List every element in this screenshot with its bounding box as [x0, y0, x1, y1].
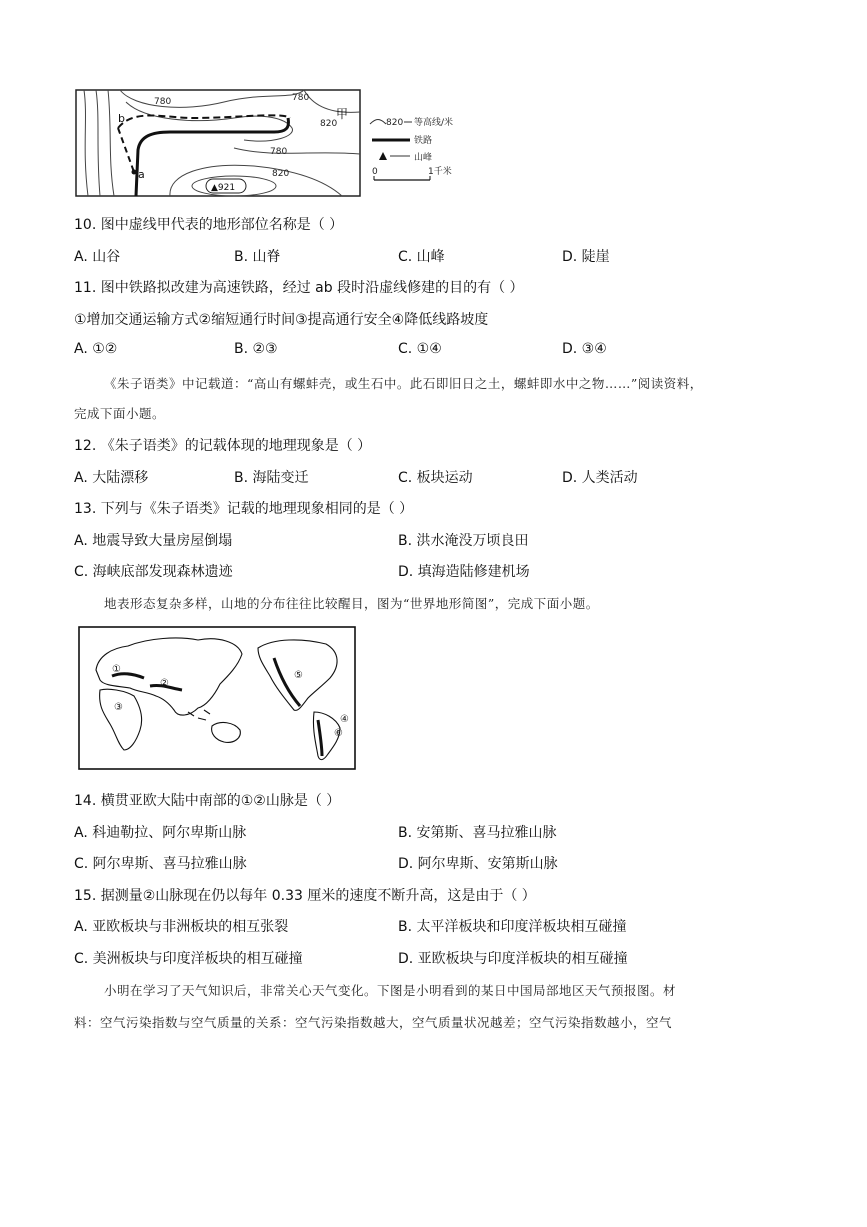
map-marker-2: ②: [160, 678, 169, 689]
contour-line: [304, 90, 360, 112]
contour-label: 780: [270, 147, 288, 157]
legend-contour-symbol: [370, 120, 386, 125]
topographic-map: [74, 88, 470, 200]
contour-line: [170, 165, 342, 196]
q10-option-d[interactable]: D. 陡崖: [562, 249, 610, 265]
question-11-stem: 11. 图中铁路拟改建为高速铁路，经过 ab 段时沿虚线修建的目的有（ ）: [74, 280, 524, 296]
q14-option-c[interactable]: C. 阿尔卑斯、喜马拉雅山脉: [74, 856, 247, 872]
material-3-line-1: 小明在学习了天气知识后，非常关心天气变化。下图是小明看到的某日中国局部地区天气预报图。材: [104, 983, 677, 998]
topographic-map-svg: [74, 88, 470, 200]
q14-option-d[interactable]: D. 阿尔卑斯、安第斯山脉: [398, 856, 558, 872]
q11-option-c[interactable]: C. ①④: [398, 341, 442, 357]
q14-option-b[interactable]: B. 安第斯、喜马拉雅山脉: [398, 825, 557, 841]
legend-peak-icon: [379, 152, 387, 160]
map-marker-1: ①: [112, 664, 121, 675]
q11-option-b[interactable]: B. ②③: [234, 341, 278, 357]
q13-option-c[interactable]: C. 海峡底部发现森林遗迹: [74, 564, 233, 580]
map-marker-3: ③: [114, 702, 123, 713]
q13-option-b[interactable]: B. 洪水淹没万顷良田: [398, 533, 529, 549]
contour-line: [96, 90, 100, 196]
material-1-line-2: 完成下面小题。: [74, 406, 166, 421]
q15-option-d[interactable]: D. 亚欧板块与印度洋板块的相互碰撞: [398, 951, 628, 967]
contour-line: [84, 90, 88, 196]
contour-line: [120, 90, 304, 107]
world-terrain-map-svg: [78, 626, 358, 772]
scale-zero: 0: [372, 167, 378, 177]
place-label-jia: 甲: [336, 107, 349, 121]
q14-option-a[interactable]: A. 科迪勒拉、阿尔卑斯山脉: [74, 825, 247, 841]
question-12-stem: 12. 《朱子语类》的记载体现的地理现象是（ ）: [74, 438, 372, 454]
question-14-stem: 14. 横贯亚欧大陆中南部的①②山脉是（ ）: [74, 793, 341, 809]
contour-label: 820: [272, 169, 290, 179]
scale-text: 1千米: [428, 167, 452, 177]
question-15-stem: 15. 据测量②山脉现在仍以每年 0.33 厘米的速度不断升高，这是由于（ ）: [74, 888, 536, 904]
material-2-line-1: 地表形态复杂多样，山地的分布往往比较醒目，图为“世界地形简图”，完成下面小题。: [104, 596, 599, 611]
question-11-items: ①增加交通运输方式②缩短通行时间③提高通行安全④降低线路坡度: [74, 312, 489, 328]
contour-label: 780: [292, 93, 310, 103]
legend-contour-value: 820: [386, 118, 404, 128]
q15-option-b[interactable]: B. 太平洋板块和印度洋板块相互碰撞: [398, 919, 627, 935]
contour-label: 820: [320, 119, 338, 129]
q12-option-b[interactable]: B. 海陆变迁: [234, 470, 309, 486]
q15-option-a[interactable]: A. 亚欧板块与非洲板块的相互张裂: [74, 919, 289, 935]
dashed-route-ab: [118, 128, 134, 172]
q13-option-d[interactable]: D. 填海造陆修建机场: [398, 564, 530, 580]
peak-label: ▲921: [211, 183, 236, 193]
material-1-line-1: 《朱子语类》中记载道：“高山有螺蚌壳，或生石中。此石即旧日之土，螺蚌即水中之物……”阅读资料，: [104, 376, 703, 391]
question-10-stem: 10. 图中虚线甲代表的地形部位名称是（ ）: [74, 217, 344, 233]
dashed-route-jia: [118, 115, 290, 128]
point-label-b: b: [118, 112, 125, 125]
point-label-a: a: [138, 168, 145, 181]
map-marker-6: ⑥: [334, 728, 343, 739]
q10-option-c[interactable]: C. 山峰: [398, 249, 445, 265]
q12-option-c[interactable]: C. 板块运动: [398, 470, 473, 486]
world-terrain-map: [78, 626, 358, 772]
question-13-stem: 13. 下列与《朱子语类》记载的地理现象相同的是（ ）: [74, 501, 414, 517]
q13-option-a[interactable]: A. 地震导致大量房屋倒塌: [74, 533, 233, 549]
legend-contour-text: 等高线/米: [414, 118, 454, 128]
point-a-dot: [132, 170, 137, 175]
q10-option-a[interactable]: A. 山谷: [74, 249, 121, 265]
material-3-line-2: 料：空气污染指数与空气质量的关系：空气污染指数越大，空气质量状况越差；空气污染指数越小，空气: [74, 1015, 673, 1030]
world-map-frame: [79, 627, 355, 769]
map-frame: [76, 90, 360, 196]
q11-option-d[interactable]: D. ③④: [562, 341, 607, 357]
map-marker-5: ⑤: [294, 670, 303, 681]
contour-label: 780: [154, 97, 172, 107]
q11-option-a[interactable]: A. ①②: [74, 341, 118, 357]
legend-peak-text: 山峰: [414, 153, 433, 163]
q15-option-c[interactable]: C. 美洲板块与印度洋板块的相互碰撞: [74, 951, 303, 967]
q10-option-b[interactable]: B. 山脊: [234, 249, 281, 265]
q12-option-d[interactable]: D. 人类活动: [562, 470, 638, 486]
contour-line: [108, 90, 114, 196]
legend-railway-text: 铁路: [414, 136, 433, 146]
q12-option-a[interactable]: A. 大陆漂移: [74, 470, 149, 486]
map-marker-4: ④: [340, 714, 349, 725]
contour-line: [234, 148, 360, 154]
